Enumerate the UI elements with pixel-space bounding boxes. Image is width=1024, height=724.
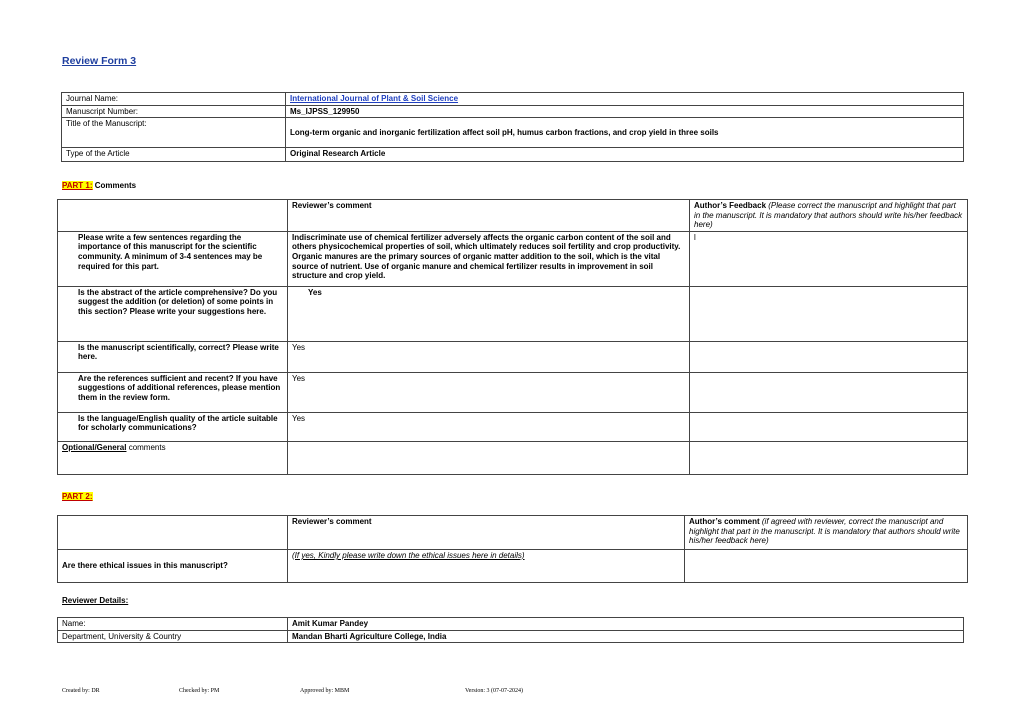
journal-info-table — [61, 92, 964, 162]
article-type-label: Type of the Article — [62, 148, 286, 162]
table-row — [58, 618, 964, 631]
comment-scientific[interactable]: Yes — [288, 341, 690, 372]
empty-header-cell — [58, 200, 288, 232]
feedback-scientific[interactable] — [690, 341, 968, 372]
reviewer-details-heading: Reviewer Details: — [62, 596, 129, 605]
ethical-comment-cell[interactable] — [288, 550, 685, 583]
reviewer-comment-header: Reviewer’s comment — [288, 200, 690, 232]
reviewer-name-label: Name: — [58, 618, 288, 631]
table-row — [58, 550, 968, 583]
part2-reviewer-comment-header: Reviewer’s comment — [288, 516, 685, 550]
manuscript-title-value — [286, 118, 964, 148]
table-row — [58, 412, 968, 441]
table-row — [62, 105, 964, 118]
author-feedback-note: (Please correct the manuscript and highlight that part in the manuscript. It is mandatory that authors should write his/her feedback here) — [694, 201, 963, 230]
feedback-abstract[interactable] — [690, 286, 968, 341]
manuscript-number-label: Manuscript Number: — [62, 105, 286, 118]
journal-name-label: Journal Name: — [62, 93, 286, 106]
table-row — [58, 516, 968, 550]
journal-name-link[interactable]: International Journal of Plant & Soil Science — [290, 94, 459, 103]
optional-label: Optional/General — [62, 442, 127, 452]
table-row — [62, 93, 964, 106]
author-comment-note: (if agreed with reviewer, correct the manuscript and highlight that part in the manuscript. It is mandatory that authors should write his/her feedback here) — [689, 517, 960, 546]
comment-abstract-text: Yes — [308, 287, 322, 297]
question-importance: Please write a few sentences regarding the importance of this manuscript for the scientific community. A minimum of 3-4 sentences may be required for this part. — [58, 231, 288, 286]
part2-label: PART 2: — [62, 492, 93, 501]
question-references: Are the references sufficient and recent? If you have suggestions of additional references, please mention them in the review form. — [58, 372, 288, 412]
ethical-question: Are there ethical issues in this manuscript? — [58, 550, 288, 583]
footer-checked: Checked by: PM — [179, 688, 220, 694]
article-type-value: Original Research Article — [286, 148, 964, 162]
comment-references[interactable]: Yes — [288, 372, 690, 412]
ethical-hint: (If yes, Kindly please write down the ethical issues here in details) — [292, 551, 525, 560]
part1-comments-table — [57, 199, 968, 475]
form-title: Review Form 3 — [62, 55, 137, 67]
part1-heading-rest: Comments — [92, 181, 137, 190]
part2-author-comment-header — [685, 516, 968, 550]
part2-heading — [62, 492, 93, 501]
author-feedback-title: Author’s Feedback — [694, 201, 767, 210]
feedback-references[interactable] — [690, 372, 968, 412]
table-row — [58, 630, 964, 643]
question-scientific: Is the manuscript scientifically, correct? Please write here. — [58, 341, 288, 372]
part2-ethics-table — [57, 515, 968, 583]
optional-rest: comments — [126, 442, 166, 452]
ethical-author-cell[interactable] — [685, 550, 968, 583]
author-comment-title: Author’s comment — [689, 517, 760, 526]
optional-feedback-cell[interactable] — [690, 441, 968, 474]
table-row — [58, 286, 968, 341]
optional-comments-label — [58, 441, 288, 474]
reviewer-name-value: Amit Kumar Pandey — [288, 618, 964, 631]
footer-approved: Approved by: MBM — [300, 688, 350, 694]
manuscript-number-value: Ms_IJPSS_129950 — [286, 105, 964, 118]
table-row — [58, 341, 968, 372]
feedback-importance[interactable]: l — [690, 231, 968, 286]
reviewer-department-label: Department, University & Country — [58, 630, 288, 643]
manuscript-title-label: Title of the Manuscript: — [62, 118, 286, 148]
table-row — [58, 231, 968, 286]
question-language: Is the language/English quality of the article suitable for scholarly communications? — [58, 412, 288, 441]
reviewer-details-table — [57, 617, 964, 643]
part1-label: PART 1: — [62, 181, 93, 190]
table-row — [58, 200, 968, 232]
feedback-language[interactable] — [690, 412, 968, 441]
part1-heading — [62, 181, 136, 190]
reviewer-department-value: Mandan Bharti Agriculture College, India — [288, 630, 964, 643]
author-feedback-header — [690, 200, 968, 232]
question-abstract: Is the abstract of the article comprehensive? Do you suggest the addition (or deletion) of some points in this section? Please write your suggestions here. — [58, 286, 288, 341]
manuscript-title-text: Long-term organic and inorganic fertilization affect soil pH, humus carbon fractions, and crop yield in three soils — [290, 127, 719, 137]
optional-comments-cell[interactable] — [288, 441, 690, 474]
footer-version: Version: 3 (07-07-2024) — [465, 688, 523, 694]
table-row — [62, 118, 964, 148]
empty-header-cell — [58, 516, 288, 550]
footer-created: Created by: DR — [62, 688, 100, 694]
comment-importance[interactable]: Indiscriminate use of chemical fertilizer adversely affects the organic carbon content of the soil and others physicochemical properties of soil, which ultimately reduces soil fertility and crop productivity. Organic manures are the primary sources of organic matter addition to the soil, which is the vital source of nutrient. Use of organic manure and chemical fertilizer results in improvement in soil structure and crop yield. — [288, 231, 690, 286]
table-row — [58, 372, 968, 412]
comment-language[interactable]: Yes — [288, 412, 690, 441]
comment-abstract[interactable] — [288, 286, 690, 341]
table-row — [58, 441, 968, 474]
table-row — [62, 148, 964, 162]
